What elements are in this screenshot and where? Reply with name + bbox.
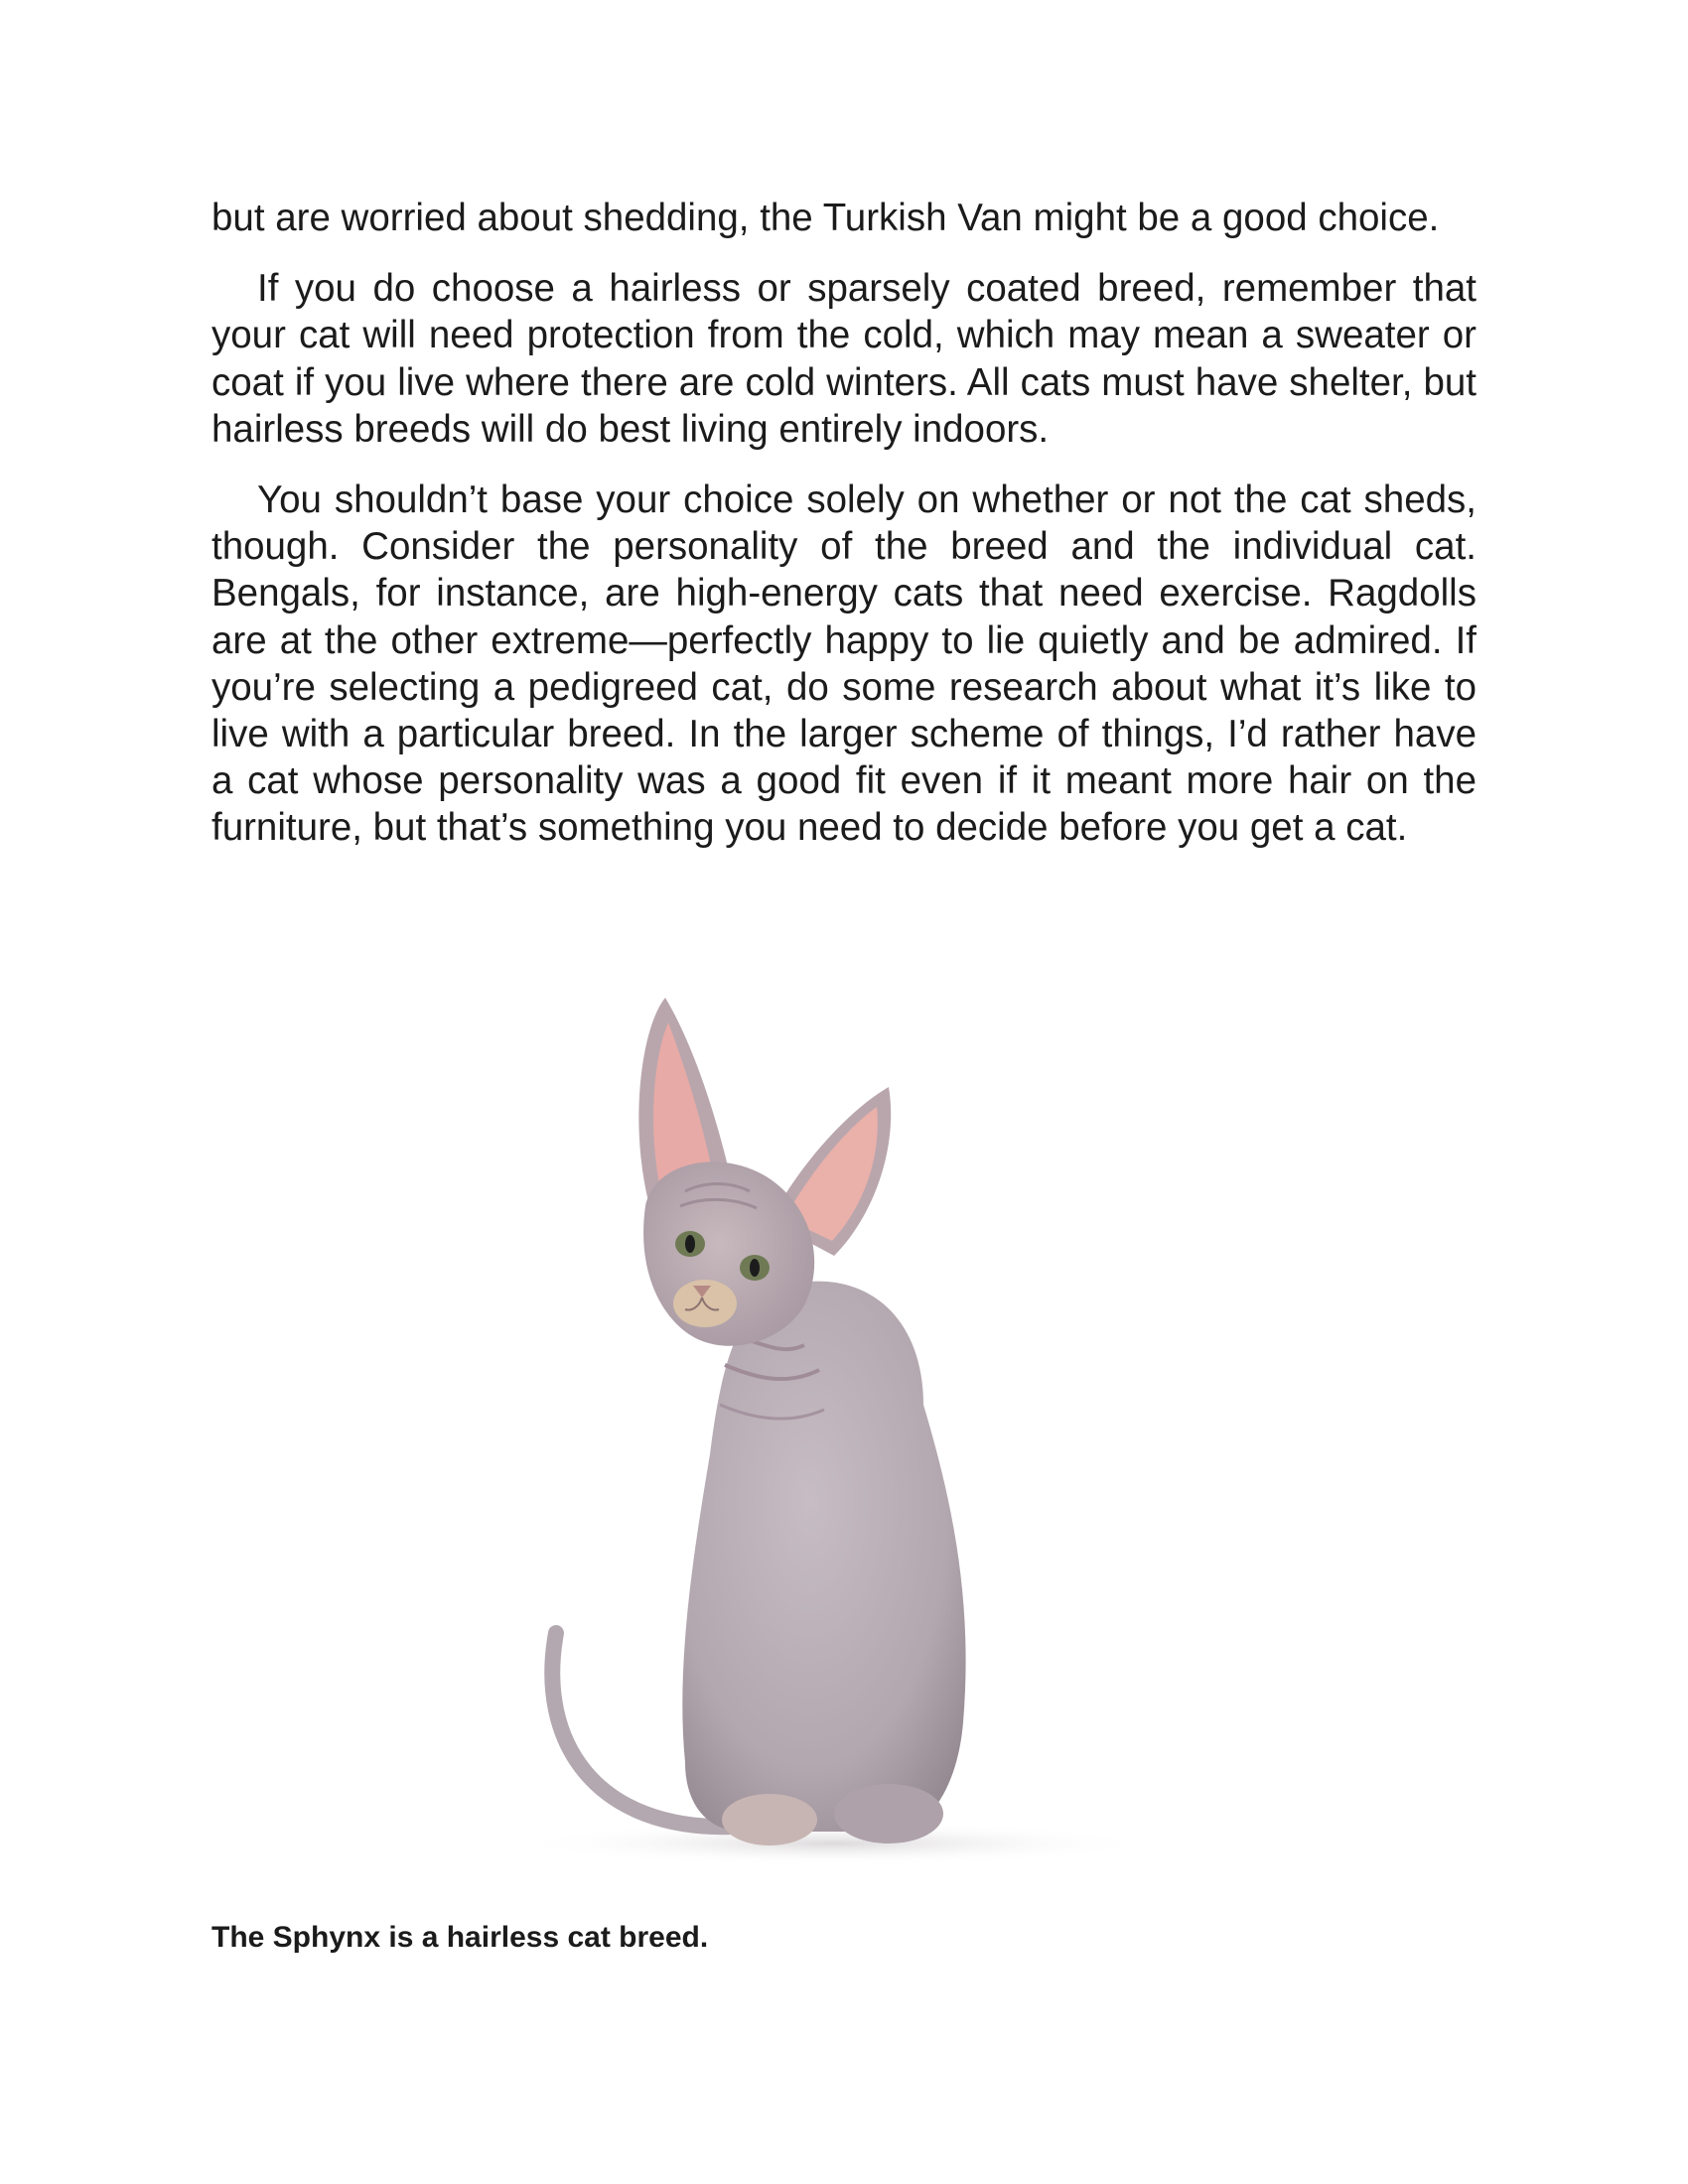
paragraph-personality: You shouldn’t base your choice solely on whether or not the cat sheds, though. Consider the personality of the breed and the individual cat. Bengals, for instance, are high-energy cats that need exercise. Ragdolls are at the other extreme—perfectly happy to lie quietly and be admired. If you’re selecting a pedigreed cat, do some research about what it’s like to live with a particular breed. In the larger scheme of things, I’d rather have a cat whose personality was a good fit even if it meant more hair on the furniture, but that’s something you need to decide before you get a cat. — [211, 478, 1477, 850]
paragraph-hairless-breeds: If you do choose a hairless or sparsely coated breed, remember that your cat will need protection from the cold, which may mean a sweater or coat if you live where there are cold winters. All cats must have shelter, but hairless breeds will do best living entirely indoors. — [211, 267, 1477, 451]
back-paw — [834, 1784, 943, 1843]
paragraph-continuation: but are worried about shedding, the Turkish Van might be a good choice. — [211, 197, 1440, 239]
left-pupil — [685, 1235, 695, 1253]
sphynx-cat-illustration — [536, 988, 1192, 1881]
cat-body — [682, 1282, 965, 1832]
front-paw — [722, 1794, 817, 1845]
figure-caption: The Sphynx is a hairless cat breed. — [211, 1921, 709, 1954]
sphynx-cat-photo — [536, 988, 1192, 1881]
right-pupil — [750, 1259, 760, 1277]
body-text — [211, 195, 1477, 876]
